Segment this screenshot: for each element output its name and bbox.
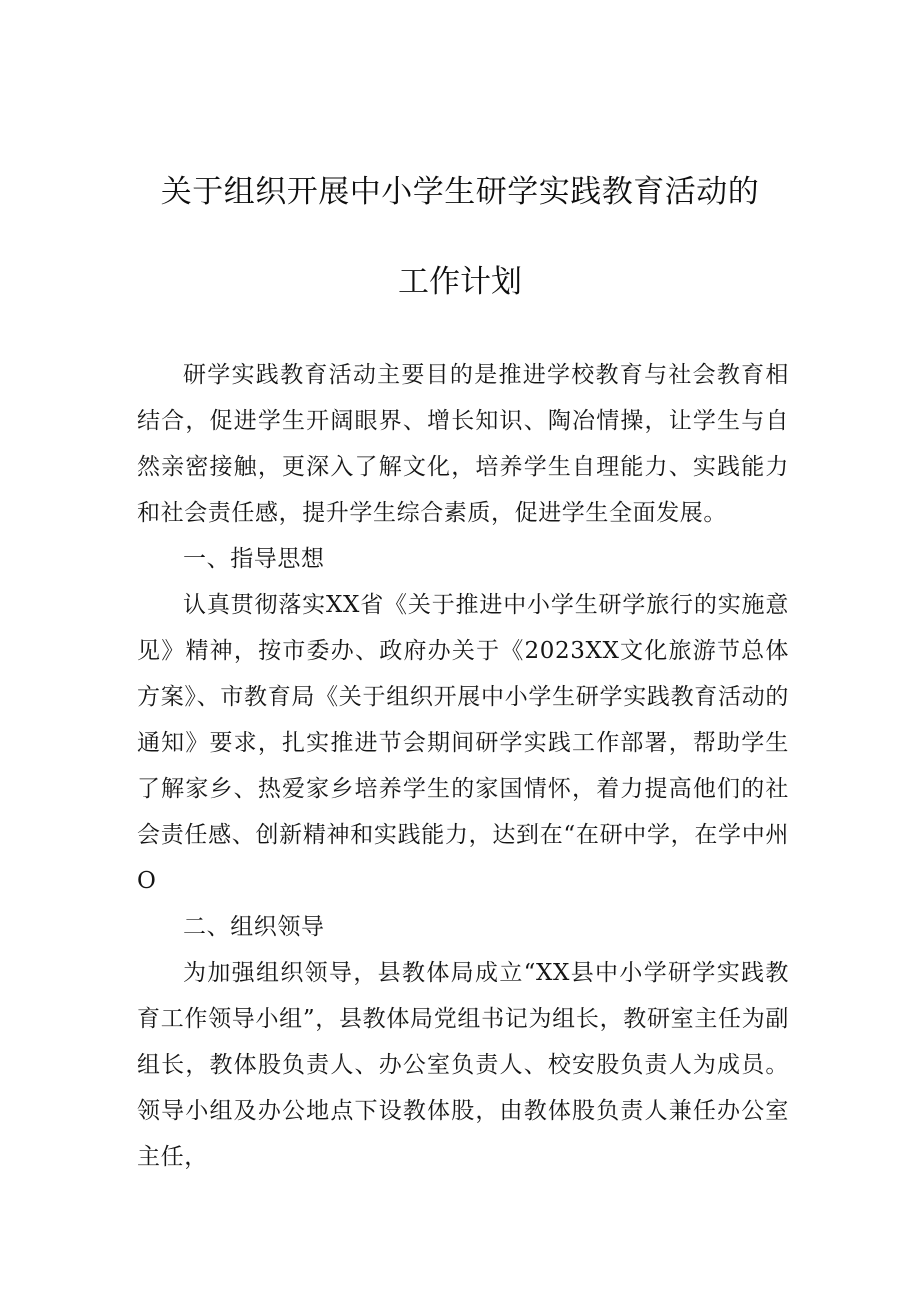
- guiding-ideology-paragraph: 认真贯彻落实XX省《关于推进中小学生研学旅行的实施意见》精神，按市委办、政府办关于《2023XX文化旅游节总体方案》、市教育局《关于组织开展中小学生研学实践教育活动的通知》要求，扎实推进节会期间研学实践工作部署，帮助学生了解家乡、热爱家乡培养学生的家国情怀，着力提高他们的社会责任感、创新精神和实践能力，达到在“在研中学，在学中州O: [137, 592, 789, 894]
- intro-paragraph: 研学实践教育活动主要目的是推进学校教育与社会教育相结合，促进学生开阔眼界、增长知识、陶冶情操，让学生与自然亲密接触，更深入了解文化，培养学生自理能力、实践能力和社会责任感，提升学生综合素质，促进学生全面发展。: [137, 362, 789, 526]
- section-heading-guiding-ideology: 一、指导思想: [183, 546, 325, 572]
- document-title-line-2: 工作计划: [398, 264, 522, 300]
- document-title-line-1: 关于组织开展中小学生研学实践教育活动的: [160, 174, 760, 210]
- organization-leadership-paragraph: 为加强组织领导，县教体局成立“XX县中小学研学实践教育工作领导小组”，县教体局党组书记为组长，教研室主任为副组长，教体股负责人、办公室负责人、校安股负责人为成员。领导小组及办公地点下设教体股，由教体股负责人兼任办公室主任，: [137, 960, 789, 1170]
- section-heading-organization-leadership: 二、组织领导: [183, 914, 325, 940]
- document-body: [137, 352, 789, 1180]
